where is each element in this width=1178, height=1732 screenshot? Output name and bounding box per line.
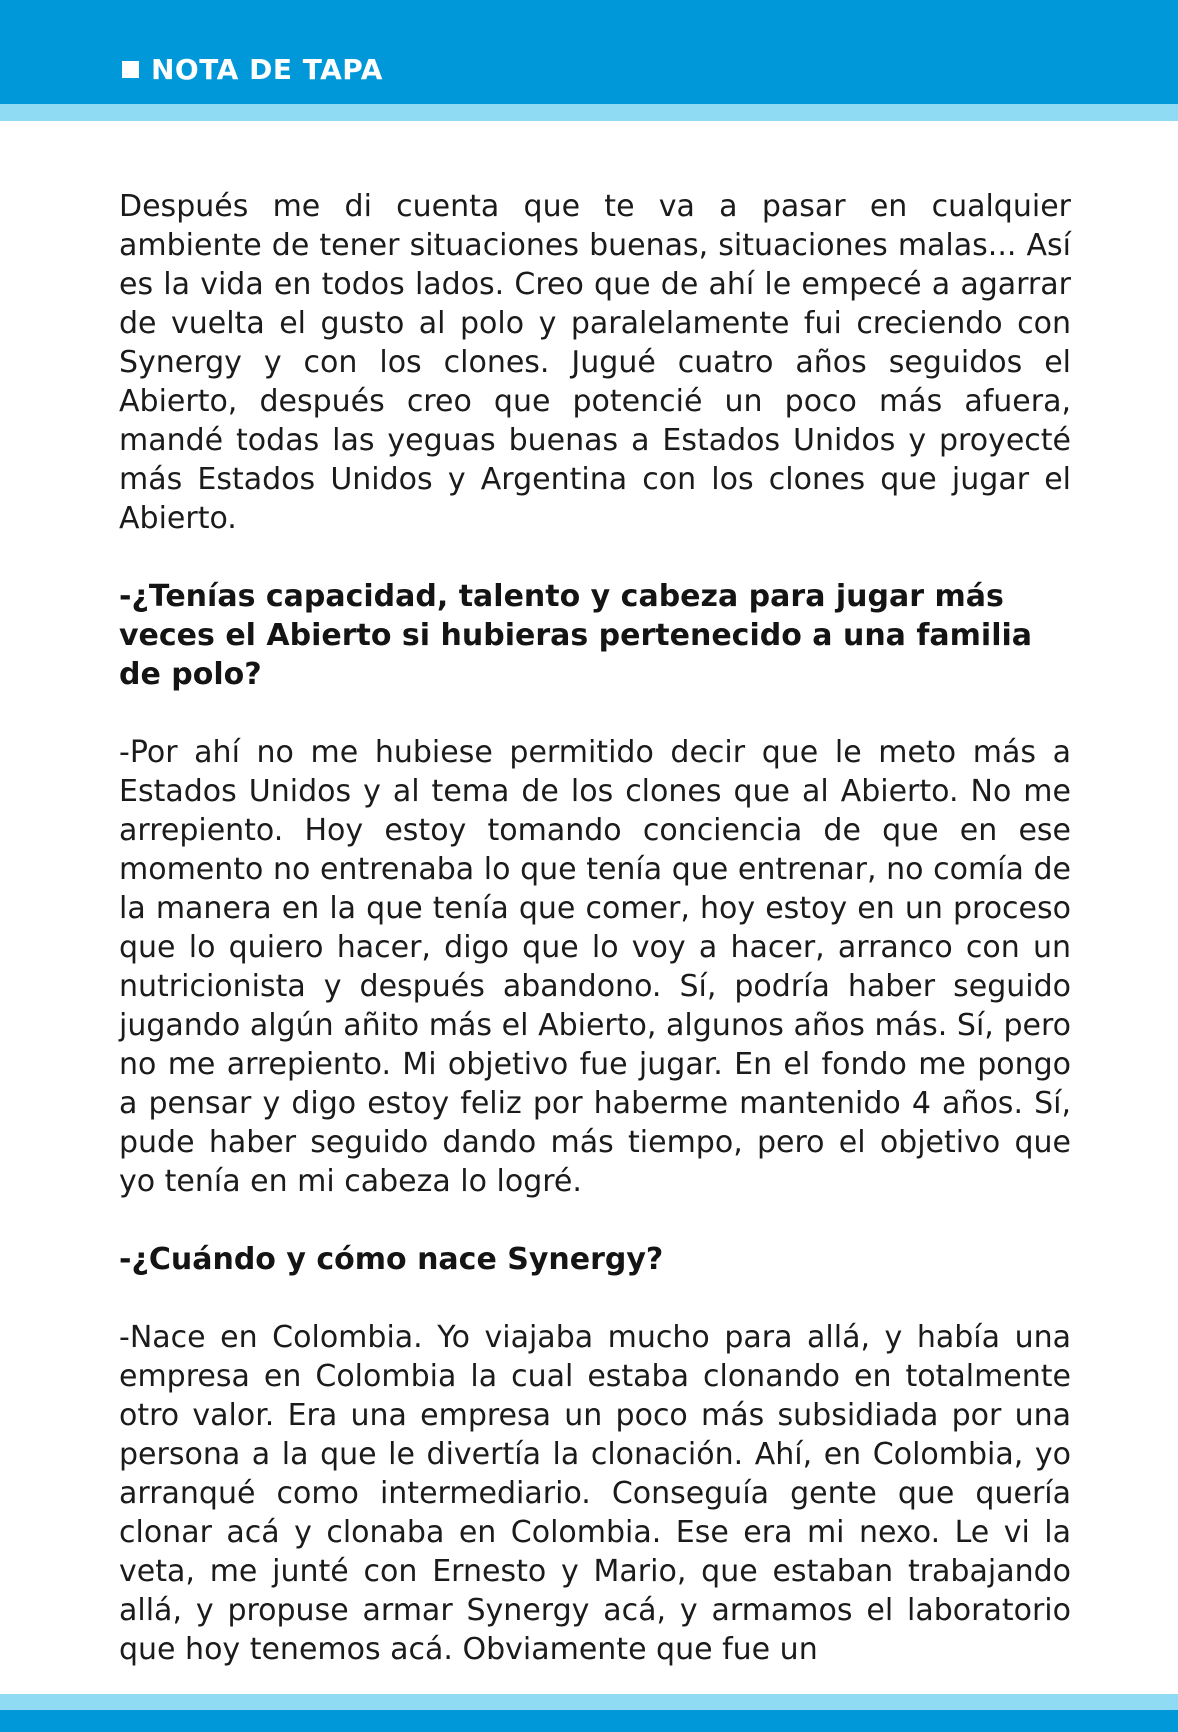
section-label	[122, 53, 383, 86]
question-2: -¿Cuándo y cómo nace Synergy?	[119, 1242, 664, 1277]
paragraph-3: -Nace en Colombia. Yo viajaba mucho para allá, y había una empresa en Colombia la cual estaba clonando en totalmente otro valor. Era una empresa un poco más subsidiada por una persona a la que le divertía la clonación. Ahí, en Colombia, yo arranqué como intermediario. Conseguía gente que quería clonar acá y clonaba en Colombia. Ese era mi nexo. Le vi la veta, me junté con Ernesto y Mario, que estaban trabajando allá, y propuse armar Synergy acá, y armamos el laboratorio que hoy tenemos acá. Obviamente que fue un	[119, 1320, 1071, 1667]
section-label-text: NOTA DE TAPA	[151, 53, 383, 86]
footer-bar	[0, 1710, 1178, 1732]
footer-stripe	[0, 1694, 1178, 1710]
square-icon	[122, 61, 139, 78]
question-1: -¿Tenías capacidad, talento y cabeza para jugar más veces el Abierto si hubieras pertenecido a una familia de polo?	[119, 579, 1033, 692]
header-stripe	[0, 104, 1178, 121]
paragraph-2: -Por ahí no me hubiese permitido decir que le meto más a Estados Unidos y al tema de los clones que al Abierto. No me arrepiento. Hoy estoy tomando conciencia de que en ese momento no entrenaba lo que tenía que entrenar, no comía de la manera en la que tenía que comer, hoy estoy en un proceso que lo quiero hacer, digo que lo voy a hacer, arranco con un nutricionista y después abandono. Sí, podría haber seguido jugando algún añito más el Abierto, algunos años más. Sí, pero no me arrepiento. Mi objetivo fue jugar. En el fondo me pongo a pensar y digo estoy feliz por haberme mantenido 4 años. Sí, pude haber seguido dando más tiempo, pero el objetivo que yo tenía en mi cabeza lo logré.	[119, 735, 1071, 1199]
paragraph-1: Después me di cuenta que te va a pasar en cualquier ambiente de tener situaciones buenas, situaciones malas... Así es la vida en todos lados. Creo que de ahí le empecé a agarrar de vuelta el gusto al polo y paralelamente fui creciendo con Synergy y con los clones. Jugué cuatro años seguidos el Abierto, después creo que potencié un poco más afuera, mandé todas las yeguas buenas a Estados Unidos y proyecté más Estados Unidos y Argentina con los clones que jugar el Abierto.	[119, 189, 1071, 536]
header-bar	[0, 0, 1178, 104]
article-body	[119, 187, 1071, 1669]
